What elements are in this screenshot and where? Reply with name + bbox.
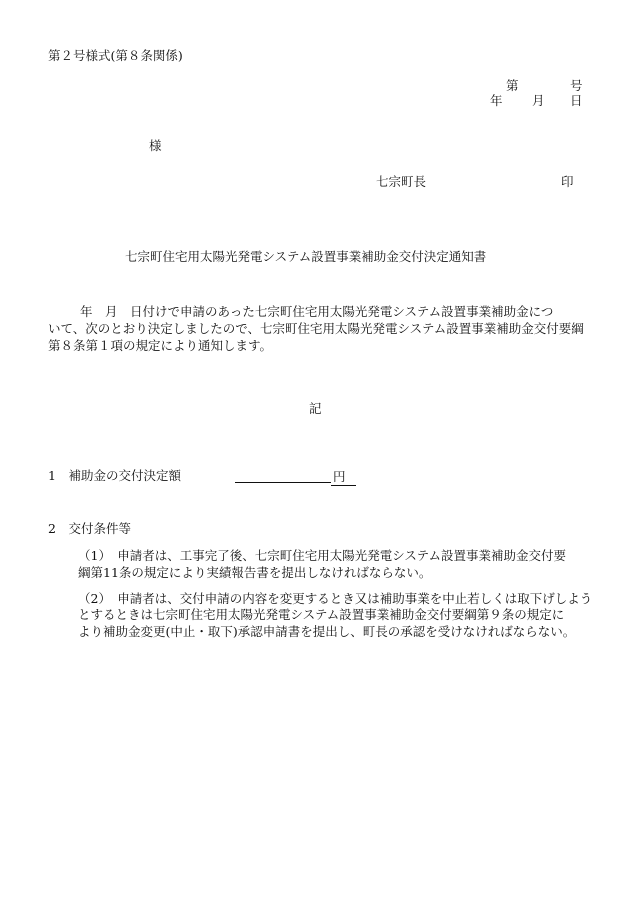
date-day: 日 <box>570 93 583 108</box>
number-suffix: 号 <box>570 78 583 93</box>
body-line-2: いて、次のとおり決定しましたので、七宗町住宅用太陽光発電システム設置事業補助金交付要綱 <box>48 321 584 336</box>
amount-field <box>235 470 356 483</box>
amount-unit: 円 <box>331 469 356 486</box>
amount-blank-line <box>235 470 331 483</box>
sender-title: 七宗町長 <box>376 174 427 189</box>
ki-marker: 記 <box>309 401 322 416</box>
condition-1-line-2: 綱第11条の規定により実績報告書を提出しなければならない。 <box>78 565 432 580</box>
addressee-honorific: 様 <box>149 138 162 153</box>
document-title: 七宗町住宅用太陽光発電システム設置事業補助金交付決定通知書 <box>125 249 487 264</box>
condition-2-line-3: より補助金変更(中止・取下)承認申請書を提出し、町長の承認を受けなければならない。 <box>78 624 576 639</box>
condition-1-line-1: （1） 申請者は、工事完了後、七宗町住宅用太陽光発電システム設置事業補助金交付要 <box>78 548 566 563</box>
date-year: 年 <box>490 93 503 108</box>
number-label: 第 <box>506 78 519 93</box>
body-line-1: 年 月 日付けで申請のあった七宗町住宅用太陽光発電システム設置事業補助金につ <box>80 304 554 319</box>
condition-2-line-2: とするときは七宗町住宅用太陽光発電システム設置事業補助金交付要綱第９条の規定に <box>78 607 565 622</box>
condition-2-line-1: （2） 申請者は、交付申請の内容を変更するとき又は補助事業を中止若しくは取下げしよう <box>78 591 593 606</box>
item2-label: 2 交付条件等 <box>48 521 131 536</box>
form-number: 第２号様式(第８条関係) <box>48 48 183 63</box>
item1-label: 1 補助金の交付決定額 <box>48 468 181 483</box>
date-month: 月 <box>532 93 545 108</box>
seal-mark: 印 <box>561 174 574 189</box>
body-line-3: 第８条第１項の規定により通知します。 <box>48 338 273 353</box>
